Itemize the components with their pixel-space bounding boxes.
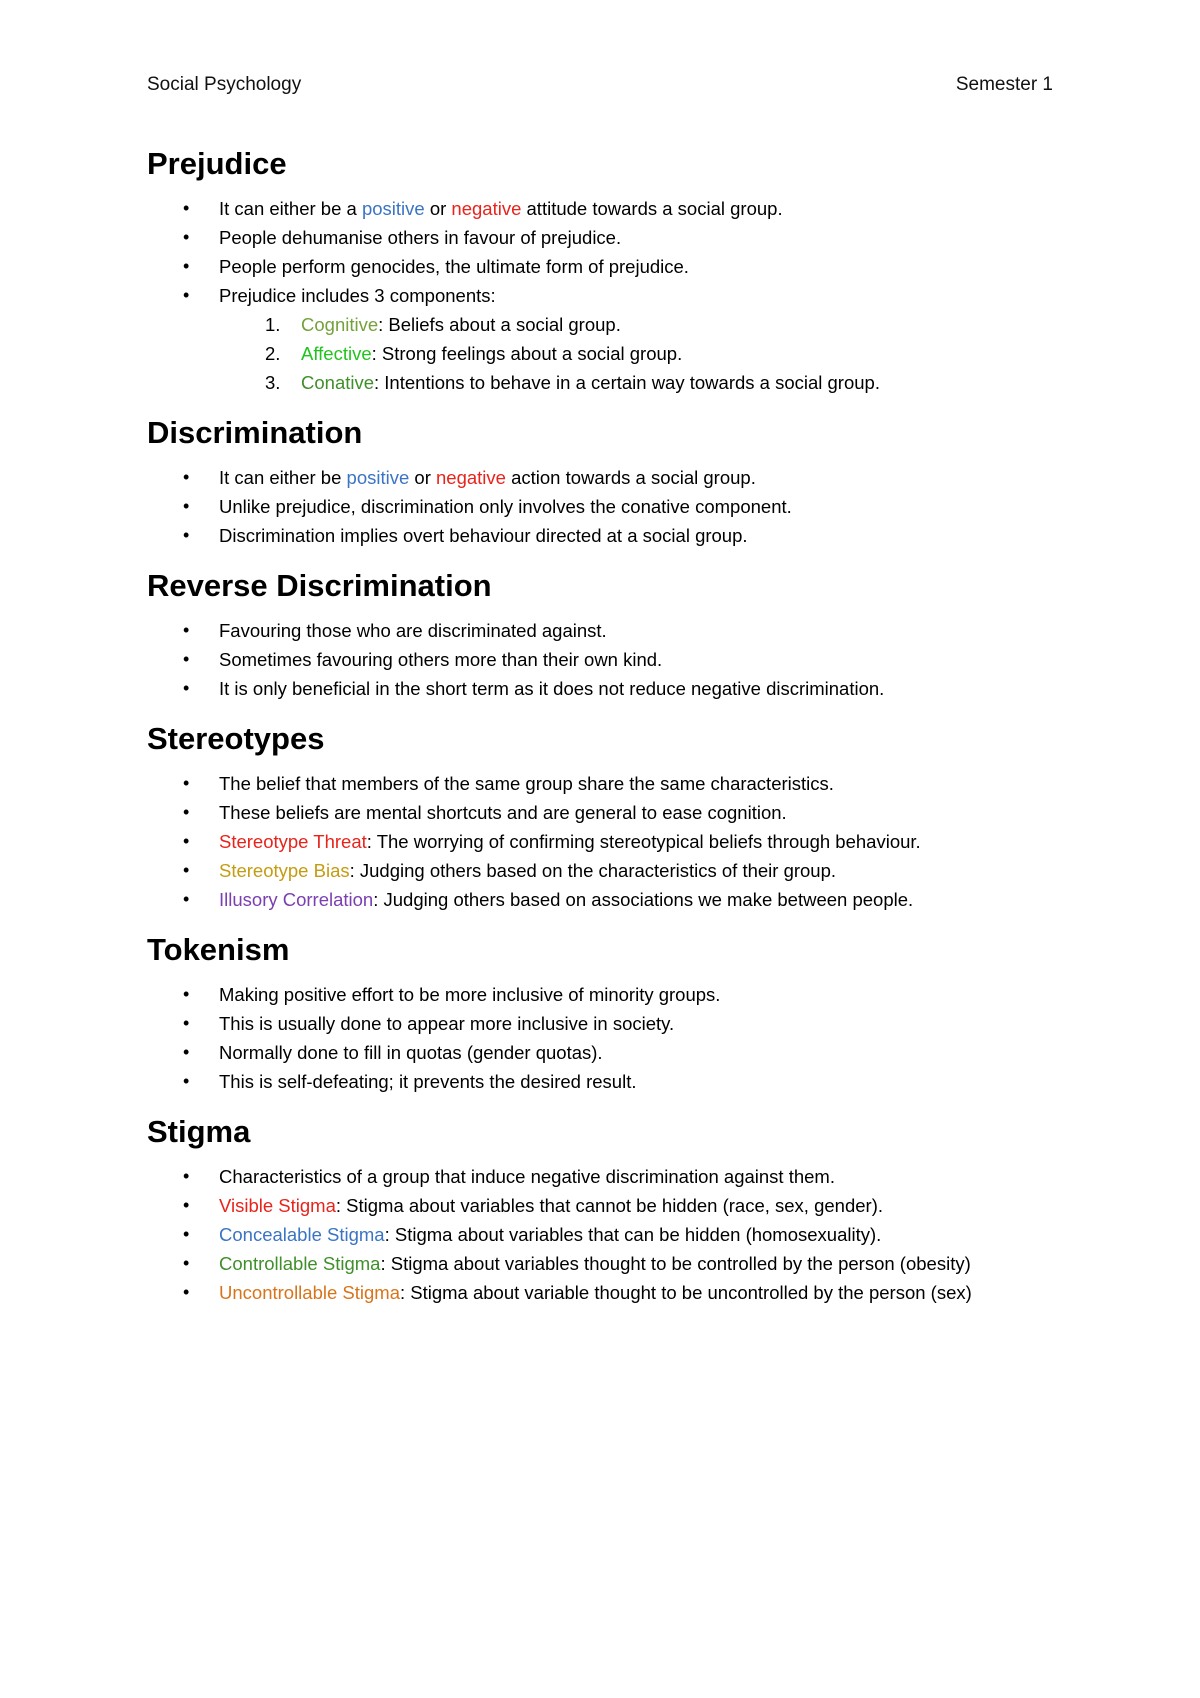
text-segment: attitude towards a social group. [521, 198, 783, 219]
highlighted-term: Stereotype Threat [219, 831, 367, 852]
list-number: 3. [265, 372, 281, 393]
text-segment: It is only beneficial in the short term as it does not reduce negative discrimination. [219, 678, 885, 699]
text-segment: Unlike prejudice, discrimination only involves the conative component. [219, 496, 792, 517]
section-reverse-discrimination [147, 566, 1077, 703]
highlighted-term: Uncontrollable Stigma [219, 1282, 400, 1303]
text-segment: : Beliefs about a social group. [378, 314, 621, 335]
text-segment: Characteristics of a group that induce negative discrimination against them. [219, 1166, 835, 1187]
text-segment: These beliefs are mental shortcuts and are general to ease cognition. [219, 802, 787, 823]
text-segment: : Stigma about variables thought to be controlled by the person (obesity) [380, 1253, 971, 1274]
text-segment: Favouring those who are discriminated against. [219, 620, 607, 641]
bullet-item [147, 492, 1077, 521]
bullet-item [147, 194, 1077, 223]
text-segment: Sometimes favouring others more than their own kind. [219, 649, 663, 670]
text-segment: It can either be [219, 467, 347, 488]
bullet-item [147, 1249, 1077, 1278]
bullet-item [147, 645, 1077, 674]
text-segment: : Stigma about variables that cannot be hidden (race, sex, gender). [335, 1195, 883, 1216]
text-segment: People perform genocides, the ultimate form of prejudice. [219, 256, 689, 277]
bullet-item [147, 281, 1077, 310]
text-segment: The belief that members of the same group share the same characteristics. [219, 773, 834, 794]
text-segment: action towards a social group. [505, 467, 756, 488]
bullet-item [147, 463, 1077, 492]
section-stigma [147, 1112, 1077, 1307]
section-heading: Stigma [147, 1114, 251, 1149]
bullet-list [147, 980, 1077, 1096]
bullet-item [147, 521, 1077, 550]
bullet-list [147, 194, 1077, 397]
numbered-list [147, 310, 1077, 397]
highlighted-term: negative [451, 198, 522, 219]
bullet-item [147, 674, 1077, 703]
highlighted-term: negative [436, 467, 506, 488]
text-segment: Discrimination implies overt behaviour directed at a social group. [219, 525, 748, 546]
bullet-list [147, 1162, 1077, 1307]
text-segment: : Judging others based on associations we make between people. [373, 889, 914, 910]
text-segment: : Intentions to behave in a certain way towards a social group. [374, 372, 880, 393]
section-discrimination [147, 413, 1077, 550]
text-segment: This is usually done to appear more inclusive in society. [219, 1013, 675, 1034]
list-number: 2. [265, 343, 281, 364]
section-heading: Prejudice [147, 146, 287, 181]
highlighted-term: positive [361, 198, 425, 219]
highlighted-term: Stereotype Bias [219, 860, 350, 881]
bullet-item [147, 1162, 1077, 1191]
bullet-item [147, 1038, 1077, 1067]
text-segment: It can either be a [219, 198, 362, 219]
text-segment: or [424, 198, 452, 219]
bullet-list [147, 769, 1077, 914]
bullet-list [147, 616, 1077, 703]
text-segment: Normally done to fill in quotas (gender quotas). [219, 1042, 603, 1063]
highlighted-term: Affective [301, 343, 372, 364]
document-body [147, 144, 1077, 1323]
highlighted-term: Conative [301, 372, 375, 393]
section-heading: Discrimination [147, 415, 363, 450]
text-segment: or [409, 467, 436, 488]
text-segment: This is self-defeating; it prevents the desired result. [219, 1071, 637, 1092]
text-segment: People dehumanise others in favour of prejudice. [219, 227, 622, 248]
bullet-item [147, 1220, 1077, 1249]
section-heading: Reverse Discrimination [147, 568, 492, 603]
section-heading: Tokenism [147, 932, 290, 967]
highlighted-term: Illusory Correlation [219, 889, 374, 910]
bullet-item [147, 616, 1077, 645]
section-tokenism [147, 930, 1077, 1096]
bullet-item [147, 885, 1077, 914]
bullet-item [147, 856, 1077, 885]
list-number: 1. [265, 314, 281, 335]
text-segment: : Judging others based on the characteristics of their group. [349, 860, 837, 881]
header-course: Social Psychology [147, 74, 302, 95]
bullet-item [147, 1278, 1077, 1307]
page-header [147, 74, 1053, 96]
numbered-item [147, 339, 1077, 368]
highlighted-term: Cognitive [301, 314, 379, 335]
section-stereotypes [147, 719, 1077, 914]
text-segment: Prejudice includes 3 components: [219, 285, 496, 306]
header-semester: Semester 1 [955, 74, 1053, 95]
text-segment: : Stigma about variables that can be hidden (homosexuality). [384, 1224, 882, 1245]
bullet-item [147, 252, 1077, 281]
highlighted-term: Controllable Stigma [219, 1253, 381, 1274]
bullet-item [147, 798, 1077, 827]
bullet-item [147, 1067, 1077, 1096]
bullet-item [147, 827, 1077, 856]
bullet-list [147, 463, 1077, 550]
bullet-item [147, 223, 1077, 252]
numbered-item [147, 368, 1077, 397]
text-segment: Making positive effort to be more inclusive of minority groups. [219, 984, 721, 1005]
text-segment: : Strong feelings about a social group. [371, 343, 683, 364]
bullet-item [147, 769, 1077, 798]
highlighted-term: Visible Stigma [219, 1195, 336, 1216]
numbered-item [147, 310, 1077, 339]
section-prejudice [147, 144, 1077, 397]
highlighted-term: positive [346, 467, 410, 488]
bullet-item [147, 1191, 1077, 1220]
highlighted-term: Concealable Stigma [219, 1224, 385, 1245]
text-segment: : Stigma about variable thought to be uncontrolled by the person (sex) [399, 1282, 972, 1303]
section-heading: Stereotypes [147, 721, 325, 756]
bullet-item [147, 980, 1077, 1009]
bullet-item [147, 1009, 1077, 1038]
text-segment: : The worrying of confirming stereotypical beliefs through behaviour. [366, 831, 921, 852]
